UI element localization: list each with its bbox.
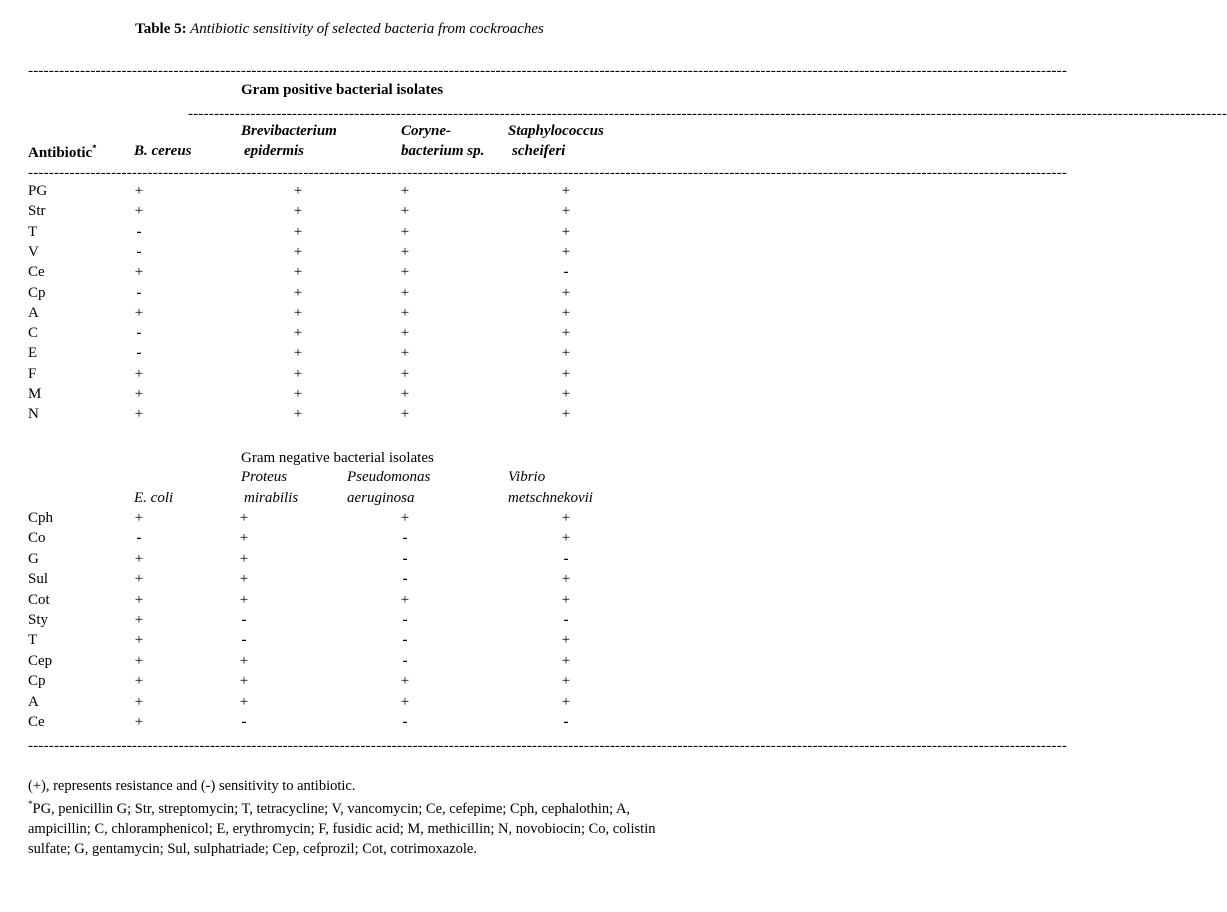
table-cell: - xyxy=(563,264,569,281)
table-cell: + xyxy=(134,550,144,567)
table-cell: + xyxy=(561,365,571,382)
table-cell: - xyxy=(563,550,569,567)
table-cell: + xyxy=(400,406,410,423)
table-cell: + xyxy=(293,243,303,260)
column-header-line1: Pseudomonas xyxy=(347,469,431,485)
table-cell: + xyxy=(134,612,144,628)
table-cell: + xyxy=(561,571,571,588)
table-cell: + xyxy=(134,571,144,588)
legend-note: (+), represents resistance and (-) sensitivity to antibiotic. xyxy=(28,778,356,794)
gram-positive-label: Gram positive bacterial isolates xyxy=(241,82,444,98)
antibiotic-name: G xyxy=(28,550,39,567)
column-header-line1: Brevibacterium xyxy=(241,123,337,139)
antibiotic-name: Co xyxy=(28,530,46,547)
table-cell: + xyxy=(400,365,410,382)
table-cell: + xyxy=(561,203,571,220)
table-cell: + xyxy=(293,203,303,220)
gram-negative-label: Gram negative bacterial isolates xyxy=(241,450,434,466)
table-cell: + xyxy=(400,203,410,220)
antibiotic-header-label: Antibiotic xyxy=(28,145,93,161)
table-cell: + xyxy=(561,243,571,260)
gram-positive-rule: -------------------------------------------------------------------------------------------------------------------------------------------------------------------------------------------------------- xyxy=(188,106,1227,122)
table-cell: - xyxy=(136,345,142,362)
column-header-line1: Coryne- xyxy=(401,123,451,139)
header-rule: -------------------------------------------------------------------------------------------------------------------------------------------------------------------------------------------------------- xyxy=(28,165,1068,181)
table-cell: - xyxy=(136,325,142,342)
antibiotic-name: Str xyxy=(28,203,46,220)
table-cell: + xyxy=(239,693,249,710)
table-cell: + xyxy=(293,365,303,382)
table-cell: + xyxy=(239,550,249,567)
table-cell: - xyxy=(402,714,408,730)
top-rule: -------------------------------------------------------------------------------------------------------------------------------------------------------------------------------------------------------- xyxy=(28,63,1068,79)
table-cell: + xyxy=(134,386,144,402)
table-cell: + xyxy=(134,264,144,281)
column-header-line1: Proteus xyxy=(241,469,288,485)
antibiotic-name: C xyxy=(28,325,39,342)
table-cell: + xyxy=(561,693,571,710)
table-cell: + xyxy=(561,325,571,342)
table-cell: - xyxy=(402,530,408,547)
table-cell: + xyxy=(400,693,410,710)
table-title xyxy=(0,22,679,37)
table-cell: - xyxy=(136,284,142,301)
table-cell: - xyxy=(241,612,247,628)
table-cell: + xyxy=(293,345,303,362)
table-cell: + xyxy=(134,693,144,710)
table-cell: + xyxy=(134,365,144,382)
table-cell: + xyxy=(400,510,410,526)
table-cell: + xyxy=(400,673,410,690)
table-cell: + xyxy=(561,652,571,669)
table-cell: + xyxy=(134,183,144,199)
table-cell: - xyxy=(402,632,408,649)
table-cell: + xyxy=(400,284,410,301)
antibiotic-name: M xyxy=(28,386,42,402)
table-cell: + xyxy=(134,591,144,608)
abbreviations-mark: * xyxy=(28,799,33,809)
table-cell: + xyxy=(239,571,249,588)
table-cell: - xyxy=(402,612,408,628)
antibiotic-name: T xyxy=(28,223,38,240)
bottom-rule: -------------------------------------------------------------------------------------------------------------------------------------------------------------------------------------------------------- xyxy=(28,738,1068,754)
column-header-line1: Vibrio xyxy=(508,469,546,485)
antibiotic-name: V xyxy=(28,243,39,260)
table-cell: + xyxy=(400,264,410,281)
table-cell: + xyxy=(134,304,144,321)
table-cell: + xyxy=(561,284,571,301)
table-cell: + xyxy=(134,510,144,526)
table-cell: + xyxy=(239,673,249,690)
table-cell: + xyxy=(293,284,303,301)
table-cell: + xyxy=(561,223,571,240)
table-cell: + xyxy=(239,591,249,608)
table-cell: - xyxy=(241,632,247,649)
antibiotic-name: Cp xyxy=(28,673,46,690)
antibiotic-name: PG xyxy=(28,183,48,199)
table-cell: + xyxy=(400,386,410,402)
table-cell: - xyxy=(136,243,142,260)
table-cell: + xyxy=(561,304,571,321)
table-cell: + xyxy=(239,652,249,669)
antibiotic-name: Ce xyxy=(28,264,45,281)
table-cell: + xyxy=(400,304,410,321)
table-cell: - xyxy=(241,714,247,730)
antibiotic-name: A xyxy=(28,693,39,710)
table-caption: Antibiotic sensitivity of selected bacteria from cockroaches xyxy=(186,21,544,37)
table-cell: + xyxy=(561,632,571,649)
table-cell: - xyxy=(563,612,569,628)
antibiotic-header-mark: * xyxy=(92,143,97,153)
table-cell: + xyxy=(293,386,303,402)
table-cell: - xyxy=(402,571,408,588)
antibiotic-name: Cep xyxy=(28,652,53,669)
table-cell: + xyxy=(400,325,410,342)
table-cell: + xyxy=(400,591,410,608)
table-cell: + xyxy=(400,243,410,260)
table-cell: + xyxy=(134,632,144,649)
table-cell: + xyxy=(561,406,571,423)
antibiotic-name: Ce xyxy=(28,714,45,730)
antibiotic-name: E xyxy=(28,345,38,362)
antibiotic-name: T xyxy=(28,632,38,649)
table-cell: + xyxy=(134,652,144,669)
column-header-line2: mirabilis xyxy=(244,490,299,506)
table-cell: + xyxy=(239,510,249,526)
column-header-line2: aeruginosa xyxy=(347,490,415,506)
table-cell: + xyxy=(293,183,303,199)
antibiotic-name: A xyxy=(28,304,39,321)
table-cell: + xyxy=(134,406,144,423)
table-cell: + xyxy=(239,530,249,547)
table-number: Table 5: xyxy=(135,21,187,37)
table-cell: - xyxy=(136,223,142,240)
table-cell: + xyxy=(293,223,303,240)
antibiotic-name: Sty xyxy=(28,612,49,628)
table-cell: + xyxy=(134,203,144,220)
antibiotic-name: Cph xyxy=(28,510,54,526)
table-cell: - xyxy=(563,714,569,730)
table-cell: - xyxy=(402,550,408,567)
table-cell: + xyxy=(400,223,410,240)
column-header-line2: epidermis xyxy=(244,143,304,159)
table-cell: + xyxy=(561,530,571,547)
table-cell: + xyxy=(561,591,571,608)
antibiotic-header xyxy=(28,144,97,161)
table-cell: + xyxy=(293,304,303,321)
table-cell: - xyxy=(402,652,408,669)
table-cell: + xyxy=(561,510,571,526)
table-cell: + xyxy=(134,714,144,730)
column-header-line2: metschnekovii xyxy=(508,490,593,506)
table-cell: + xyxy=(400,183,410,199)
table-cell: + xyxy=(400,345,410,362)
antibiotic-name: Cp xyxy=(28,284,46,301)
antibiotic-name: Cot xyxy=(28,591,50,608)
table-cell: + xyxy=(561,386,571,402)
abbreviations-text: PG, penicillin G; Str, streptomycin; T, tetracycline; V, vancomycin; Ce, cefepime; Cph, cephalothin; A, ampicillin; C, chloramphenicol; E, erythromycin; F, fusidic acid; M, methicillin; N, novobiocin; Co, colistin sulfate; G, gentamycin; Sul, sulphatriade; Cep, cefprozil; Cot, cotrimoxazole. xyxy=(28,800,656,857)
table-cell: + xyxy=(293,264,303,281)
column-header-line2: B. cereus xyxy=(134,143,192,159)
table-cell: + xyxy=(293,406,303,423)
table-cell: + xyxy=(561,183,571,199)
table-cell: + xyxy=(561,673,571,690)
column-header-line2: bacterium sp. xyxy=(401,143,485,159)
antibiotic-name: F xyxy=(28,365,37,382)
table-cell: + xyxy=(134,673,144,690)
antibiotic-name: Sul xyxy=(28,571,49,588)
table-cell: + xyxy=(293,325,303,342)
table-cell: - xyxy=(136,530,142,547)
table-cell: + xyxy=(561,345,571,362)
antibiotic-name: N xyxy=(28,406,39,423)
abbreviations-note xyxy=(28,794,668,859)
column-header-line1: Staphylococcus xyxy=(508,123,604,139)
column-header-line2: scheiferi xyxy=(512,143,566,159)
column-header-line2: E. coli xyxy=(134,490,174,506)
